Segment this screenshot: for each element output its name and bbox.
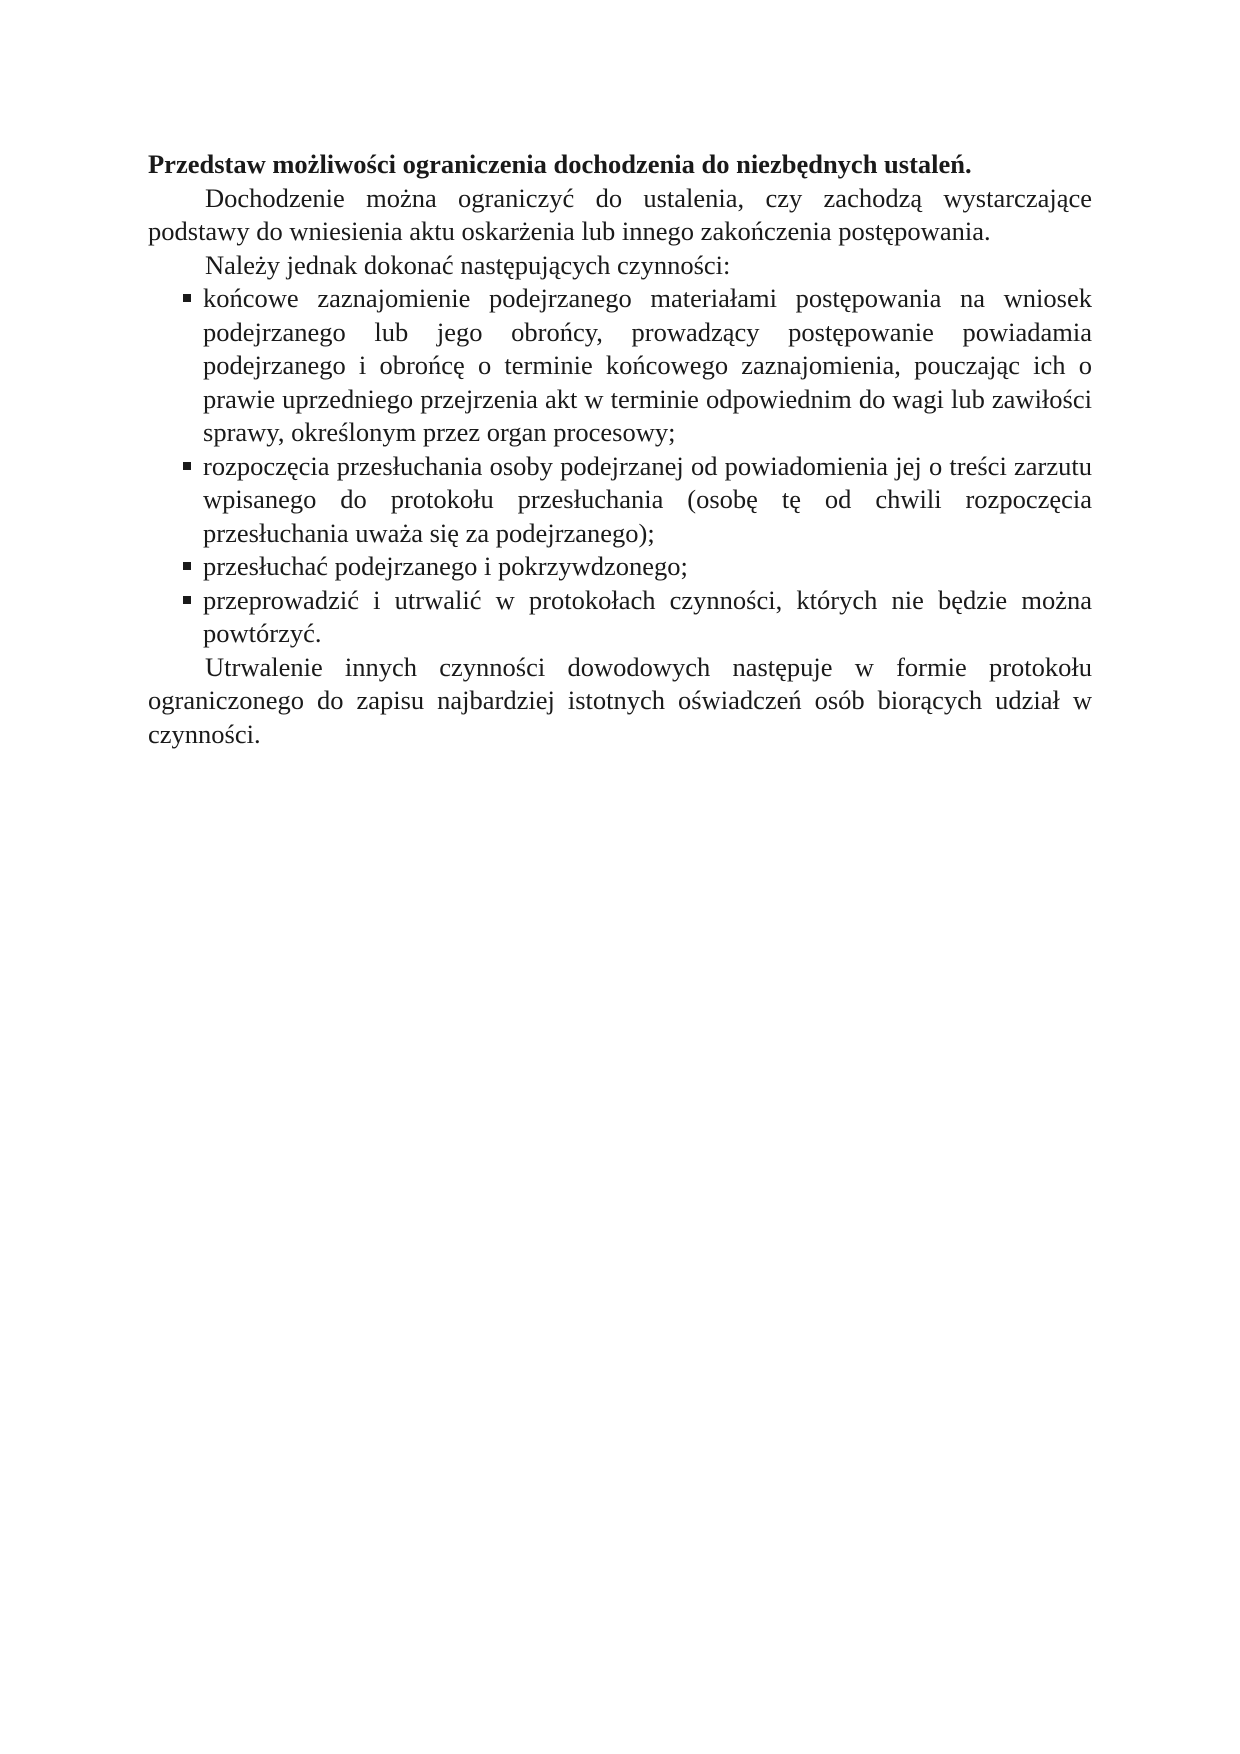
list-item	[203, 584, 1092, 651]
document-title: Przedstaw możliwości ograniczenia dochodzenia do niezbędnych ustaleń.	[148, 149, 972, 179]
list-item	[203, 450, 1092, 551]
square-bullet-icon	[183, 462, 191, 470]
square-bullet-icon	[183, 294, 191, 302]
list-item-text: przesłuchać podejrzanego i pokrzywdzonego;	[203, 551, 688, 581]
square-bullet-icon	[183, 562, 191, 570]
list-item-text: końcowe zaznajomienie podejrzanego materiałami postępowania na wniosek podejrzanego lub jego obrońcy, prowadzący postępowanie powiadamia podejrzanego i obrońcę o terminie końcowego zaznajomienia, pouczając ich o prawie uprzedniego przejrzenia akt w terminie odpowiednim do wagi lub zawiłości sprawy, określonym przez organ procesowy;	[203, 283, 1092, 447]
intro-paragraph: Dochodzenie można ograniczyć do ustalenia, czy zachodzą wystarczające podstawy do wniesienia aktu oskarżenia lub innego zakończenia postępowania.	[148, 182, 1092, 246]
list-lead-paragraph: Należy jednak dokonać następujących czynności:	[205, 249, 731, 280]
list-item-text: rozpoczęcia przesłuchania osoby podejrzanej od powiadomienia jej o treści zarzutu wpisanego do protokołu przesłuchania (osobę tę od chwili rozpoczęcia przesłuchania uważa się za podejrzanego);	[203, 450, 1092, 548]
closing-paragraph: Utrwalenie innych czynności dowodowych następuje w formie protokołu ograniczonego do zapisu najbardziej istotnych oświadczeń osób biorących udział w czynności.	[148, 651, 1092, 749]
list-item	[203, 550, 1092, 584]
document-content	[148, 148, 1092, 751]
activities-list	[148, 282, 1092, 651]
list-item-text: przeprowadzić i utrwalić w protokołach czynności, których nie będzie można powtórzyć.	[203, 584, 1092, 648]
square-bullet-icon	[183, 596, 191, 604]
list-item	[203, 282, 1092, 450]
